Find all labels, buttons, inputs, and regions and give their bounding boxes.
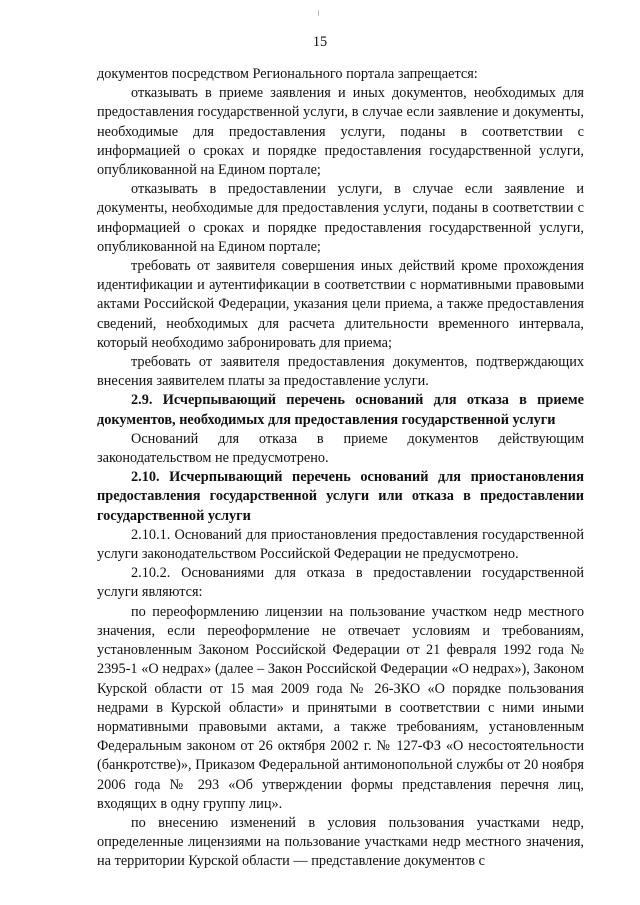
paragraph-2-10-2: 2.10.2. Основаниями для отказа в предоставлении государственной услуги являются:	[97, 565, 584, 601]
page-number: 15	[312, 34, 328, 50]
paragraph-prohibition-refuse-service: отказывать в предоставлении услуги, в случае если заявление и документы, необходимые для предоставления услуги, поданы в соответствии с информацией о сроках и порядке предоставления государственной услуги, опубликованной на Едином портале;	[97, 181, 584, 255]
document-body	[97, 65, 584, 872]
paragraph-prohibition-payment-docs: требовать от заявителя предоставления документов, подтверждающих внесения заявителем платы за предоставление услуги.	[97, 354, 584, 390]
section-heading-2-9: 2.9. Исчерпывающий перечень оснований для отказа в приеме документов, необходимых для предоставления государственной услуги	[97, 392, 584, 428]
paragraph-license-amendment: по внесению изменений в условия пользования участками недр, определенные лицензиями на пользование участками недр местного значения, на территории Курской области — представление документов с	[97, 814, 584, 870]
paragraph-prohibition-refuse-acceptance: отказывать в приеме заявления и иных документов, необходимых для предоставления государственной услуги, в случае если заявление и документы, необходимые для предоставления услуги, поданы в соответствии с информацией о сроках и порядке предоставления государственной услуги, опубликованной на Едином портале;	[97, 85, 584, 179]
paragraph-license-reissue: по переоформлению лицензии на пользование участком недр местного значения, если переоформление не отвечает условиям и требованиям, установленным Законом Российской Федерации от 21 февраля 1992 года № 2395-1 «О недрах» (далее – Закон Российской Федерации «О недрах»), Законом Курской области от 15 мая 2009 года № 26-ЗКО «О порядке пользования недрами в Курской области» и принятыми в соответствии с ними иными нормативными правовыми актами, а также требованиям, установленным Федеральным законом от 26 октября 2002 г. № 127-ФЗ «О несостоятельности (банкротстве)», Приказом Федеральной антимонопольной службы от 20 ноября 2006 года № 293 «Об утверждении формы представления перечня лиц, входящих в одну группу лиц».	[97, 603, 584, 812]
paragraph-2-10-1: 2.10.1. Оснований для приостановления предоставления государственной услуги законодательством Российской Федерации не предусмотрено.	[97, 526, 584, 563]
paragraph-intro: документов посредством Регионального портала запрещается:	[97, 66, 478, 82]
paragraph-prohibition-extra-actions: требовать от заявителя совершения иных действий кроме прохождения идентификации и аутентификации в соответствии с нормативными правовыми актами Российской Федерации, указания цели приема, а также предоставления сведений, необходимых для расчета длительности временного интервала, который необходимо забронировать для приема;	[97, 258, 584, 351]
scan-mark	[318, 10, 319, 16]
paragraph-2-9-body: Оснований для отказа в приеме документов действующим законодательством не предусмотрено.	[97, 430, 584, 467]
section-heading-2-10: 2.10. Исчерпывающий перечень оснований для приостановления предоставления государственной услуги или отказа в предоставлении государственной услуги	[97, 469, 584, 524]
